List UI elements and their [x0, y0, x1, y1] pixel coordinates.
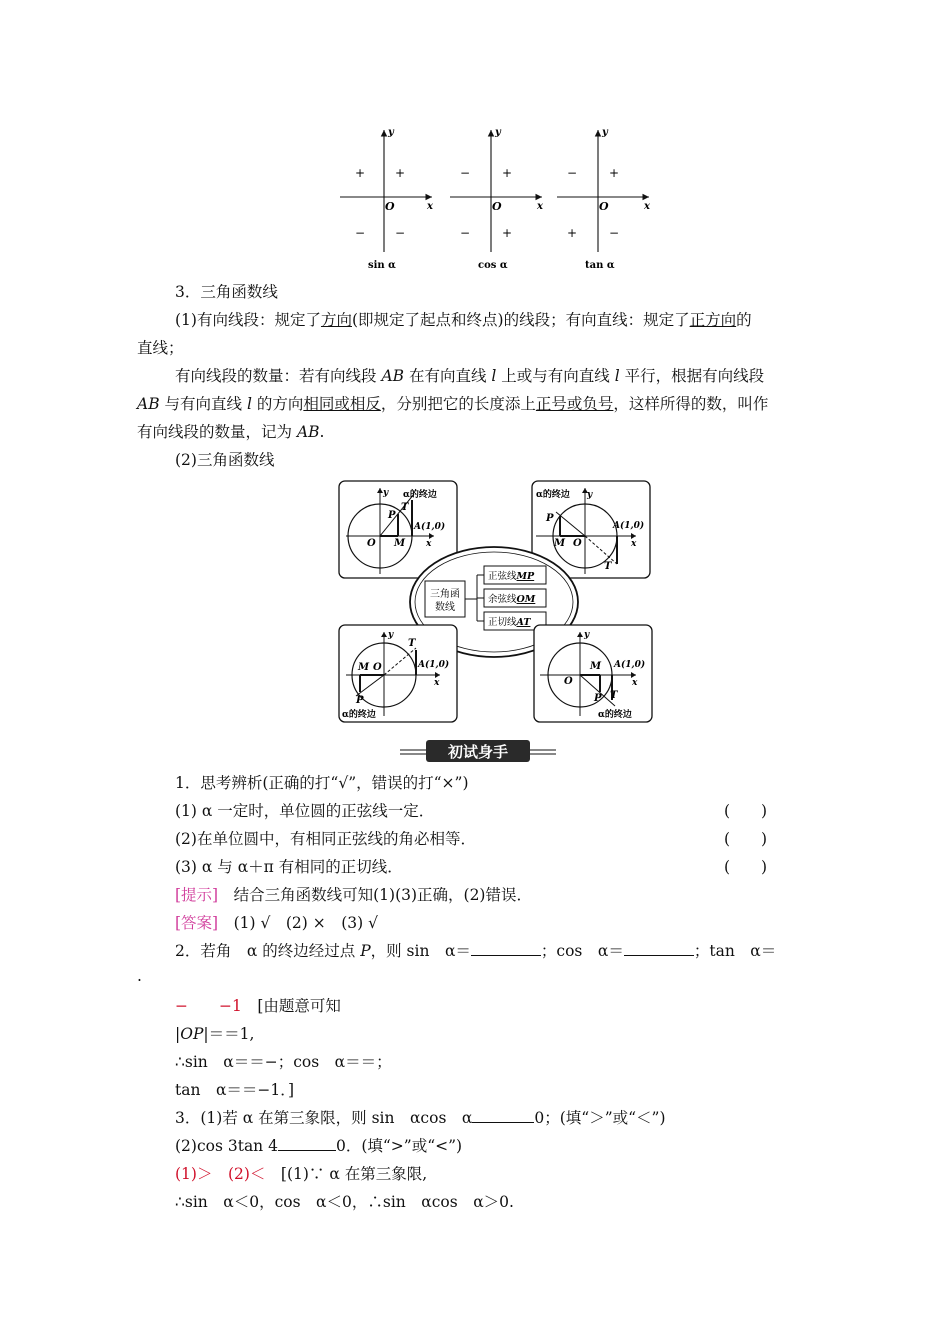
svg-text:−: − [460, 166, 471, 180]
q1-hint: [提示] 结合三角函数线可知(1)(3)正确，(2)错误． [175, 886, 532, 904]
sin-quadrant-diagram [340, 127, 434, 271]
tan-caption: tan α [585, 260, 615, 271]
svg-text:余弦线OM: 余弦线OM [488, 594, 536, 605]
svg-text:−: − [395, 226, 406, 240]
svg-text:T: T [610, 690, 618, 701]
section3-heading: 3．三角函数线 [175, 283, 278, 301]
svg-text:y: y [388, 630, 394, 640]
trig-lines-diagram [336, 478, 656, 726]
q2-answer-line2: |OP|＝＝1, [175, 1025, 255, 1043]
svg-text:x: x [426, 539, 432, 549]
q3-answer-line1: (1)＞ (2)＜ [(1)∵ α 在第三象限, [175, 1165, 428, 1183]
q1-item-3: (3) α 与 α＋π 有相同的正切线． [175, 858, 403, 876]
q1-item-1: (1) α 一定时，单位圆的正弦线一定． [175, 802, 435, 820]
panel-quadrant-4 [534, 625, 652, 722]
svg-text:M: M [394, 538, 406, 549]
svg-text:y: y [388, 127, 394, 138]
svg-text:O: O [573, 538, 582, 549]
svg-text:+: + [355, 166, 366, 180]
q2-period: . [137, 967, 142, 985]
q2-answer-line1: − −1 [由题意可知 [175, 997, 341, 1015]
svg-text:α的终边: α的终边 [403, 490, 437, 500]
svg-text:+: + [502, 226, 513, 240]
q2-answer-line3: ∴sin α＝＝−；cos α＝＝； [175, 1053, 392, 1071]
svg-text:y: y [383, 488, 389, 498]
svg-text:正切线AT: 正切线AT [488, 617, 531, 628]
svg-text:y: y [495, 127, 501, 138]
svg-text:x: x [632, 678, 638, 688]
svg-text:y: y [587, 490, 593, 500]
q3-blank-2[interactable] [278, 1136, 336, 1151]
svg-text:y: y [584, 630, 590, 640]
svg-text:x: x [631, 539, 637, 549]
svg-text:O: O [367, 538, 376, 549]
svg-text:O: O [599, 200, 609, 213]
svg-text:M: M [554, 538, 566, 549]
sin-caption: sin α [368, 260, 396, 271]
svg-text:x: x [537, 201, 543, 212]
svg-text:+: + [502, 166, 513, 180]
svg-text:x: x [427, 201, 433, 212]
q3-answer-line2: ∴sin α＜0，cos α＜0，∴sin αcos α＞0. [175, 1193, 514, 1211]
cos-quadrant-diagram [450, 127, 544, 271]
svg-text:P: P [388, 510, 396, 521]
svg-text:x: x [434, 678, 440, 688]
svg-text:O: O [373, 662, 382, 673]
svg-text:+: + [567, 226, 578, 240]
section3-p2-line2: AB 与有向直线 l 的方向相同或相反，分别把它的长度添上正号或负号，这样所得的数，叫作 [137, 395, 769, 413]
svg-text:α的终边: α的终边 [598, 710, 632, 720]
svg-text:T: T [401, 502, 409, 513]
svg-text:P: P [594, 693, 602, 704]
tan-quadrant-diagram [557, 127, 651, 271]
svg-text:P: P [546, 513, 554, 524]
cos-caption: cos α [478, 260, 508, 271]
q1-item-2-paren[interactable]: ( ) [724, 830, 768, 848]
section3-p2-line3: 有向线段的数量，记为 AB. [137, 423, 325, 441]
svg-text:y: y [602, 127, 608, 138]
q1-item-2: (2)在单位圆中，有相同正弦线的角必相等． [175, 830, 476, 848]
q1-item-1-paren[interactable]: ( ) [724, 802, 768, 820]
svg-text:M: M [358, 662, 370, 673]
q3-stem-2: (2)cos 3tan 4 0．(填“>”或“<”) [175, 1137, 463, 1155]
svg-text:A(1,0): A(1,0) [613, 521, 645, 531]
q1-item-3-paren[interactable]: ( ) [724, 858, 768, 876]
section3-sub2: (2)三角函数线 [175, 451, 275, 469]
section3-p2-line1: 有向线段的数量：若有向线段 AB 在有向直线 l 上或与有向直线 l 平行，根据有向线段 [175, 367, 765, 385]
svg-text:A(1,0): A(1,0) [414, 522, 446, 532]
svg-text:x: x [644, 201, 650, 212]
q3-blank-1[interactable] [472, 1108, 534, 1123]
svg-text:−: − [567, 166, 578, 180]
svg-text:α的终边: α的终边 [342, 710, 376, 720]
svg-text:O: O [564, 676, 573, 687]
svg-text:+: + [609, 166, 620, 180]
q2-blank-sin[interactable] [471, 941, 541, 956]
svg-text:O: O [492, 200, 502, 213]
q2-blank-cos[interactable] [624, 941, 694, 956]
svg-text:A(1,0): A(1,0) [614, 660, 646, 670]
section-banner [398, 738, 558, 764]
svg-text:T: T [604, 561, 612, 572]
svg-text:数线: 数线 [435, 602, 455, 613]
svg-text:初试身手: 初试身手 [447, 743, 509, 761]
svg-text:T: T [408, 638, 416, 649]
hint-tag: [提示] [175, 886, 219, 904]
svg-text:O: O [385, 200, 395, 213]
q1-answer: [答案] (1) √ (2) × (3) √ [175, 914, 378, 932]
q3-stem-1: 3．(1)若 α 在第三象限，则 sin αcos α 0；(填“＞”或“＜”) [175, 1109, 666, 1127]
q1-stem: 1．思考辨析(正确的打“√”，错误的打“×”) [175, 774, 469, 792]
svg-text:−: − [609, 226, 620, 240]
svg-text:正弦线MP: 正弦线MP [488, 571, 535, 582]
q2-answer-line4: tan α＝＝−1．] [175, 1081, 295, 1099]
q2-stem: 2．若角 α 的终边经过点 P，则 sin α＝ ；cos α＝ ；tan α＝ [175, 942, 777, 960]
svg-text:−: − [355, 226, 366, 240]
svg-text:−: − [460, 226, 471, 240]
section3-p1-line2: 直线； [137, 339, 184, 357]
svg-text:三角函: 三角函 [430, 589, 460, 600]
panel-quadrant-3 [339, 625, 457, 722]
quadrant-sign-diagrams [330, 120, 660, 280]
section3-p1-line1: (1)有向线段：规定了方向(即规定了起点和终点)的线段；有向直线：规定了正方向的 [175, 311, 752, 329]
svg-text:A(1,0): A(1,0) [418, 660, 450, 670]
svg-text:M: M [590, 661, 602, 672]
svg-text:+: + [395, 166, 406, 180]
svg-text:α的终边: α的终边 [536, 490, 570, 500]
answer-tag: [答案] [175, 914, 219, 932]
svg-text:P: P [356, 695, 364, 706]
